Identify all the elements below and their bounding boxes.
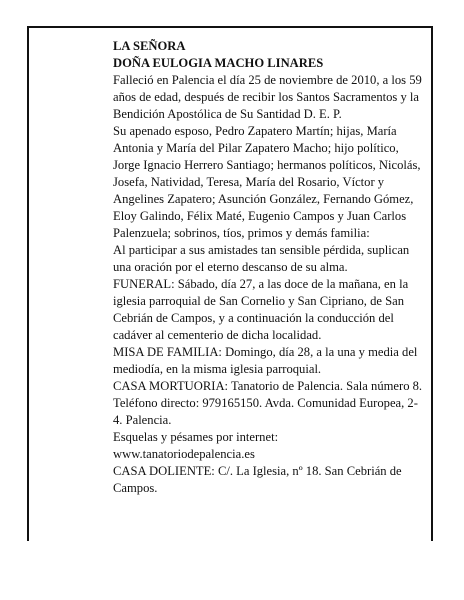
condolences-website: www.tanatoriodepalencia.es [113,447,255,461]
death-announcement: Falleció en Palencia el día 25 de noviembre de 2010, a los 59 años de edad, después de recibir los Santos Sacramentos y la Bendición Apostólica de Su Santidad D. E. P. [113,73,422,121]
mortuary-details: CASA MORTUORIA: Tanatorio de Palencia. Sala número 8. Teléfono directo: 979165150. Avda. Comunidad Europea, 2-4. Palencia. [113,379,423,427]
online-condolences-label: Esquelas y pésames por internet: [113,430,279,444]
family-mass-details: MISA DE FAMILIA: Domingo, día 28, a la una y media del mediodía, en la misma iglesia parroquial. [113,345,418,376]
family-list: Su apenado esposo, Pedro Zapatero Martín; hijas, María Antonia y María del Pilar Zapatero Macho; hijo político, Jorge Ignacio Herrero Santiago; hermanos políticos, Nicolás, Josefa, Natividad, Teresa, María del Rosario, Víctor y Angelines Zapatero; Asunción González, Fernando Gómez, Eloy Galindo, Félix Maté, Eugenio Campos y Juan Carlos Palenzuela; sobrinos, tíos, primos y demás familia: [113,124,421,240]
notice-heading-name: DOÑA EULOGIA MACHO LINARES [113,56,324,70]
grieving-house-address: CASA DOLIENTE: C/. La Iglesia, nº 18. San Cebrián de Campos. [113,464,402,495]
prayer-request: Al participar a sus amistades tan sensible pérdida, suplican una oración por el eterno descanso de su alma. [113,243,410,274]
notice-heading-title: LA SEÑORA [113,39,186,53]
funeral-details: FUNERAL: Sábado, día 27, a las doce de la mañana, en la iglesia parroquial de San Cornelio y San Cipriano, de San Cebrián de Campos, y a continuación la conducción del cadáver al cementerio de dicha localidad. [113,277,409,342]
obituary-notice [113,38,425,497]
